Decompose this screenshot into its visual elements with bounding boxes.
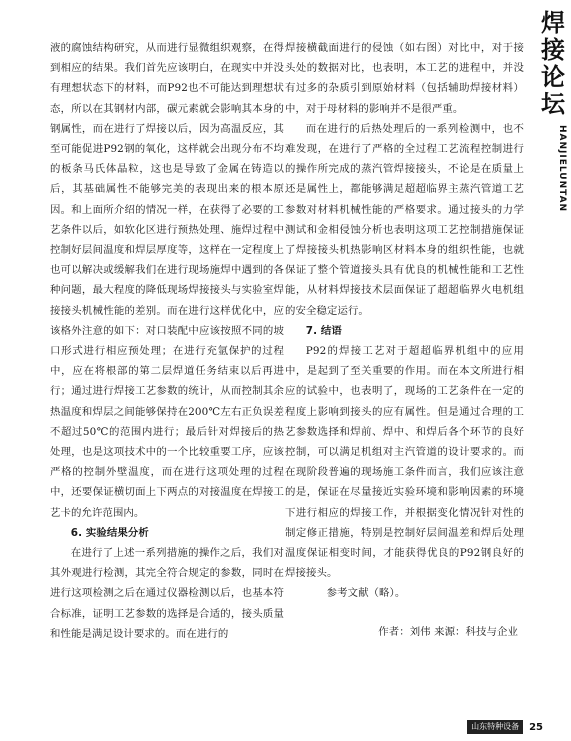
- author-source: 作者：刘伟 来源：科技与企业: [378, 625, 518, 638]
- section-sidebar: [533, 9, 571, 213]
- page-number: 25: [529, 721, 543, 733]
- body-paragraph: 焊接横截面进行的侵蚀（如右图）对比中，对于接头处的数据对比，也表明，本工艺的进程中，并没有过多的杂质引到原始材料（包括辅助焊接材料）中，对于母材料的影响并不是很严重。: [285, 42, 524, 115]
- body-paragraph: 而在进行的后热处理后的一系列检测中，也不难发现，在进行了严格的全过程工艺流程控制进行的操作所完成的蒸汽管焊接接头，不论是在质量上还是属性上，都能够满足超超临界主蒸汽管道工艺参数对材料机械性能的严格要求。通过接头的力学测试和金相侵蚀分析也表明这项工艺控制措施保证了焊接接头机热影响区材料本身的组织性能，也就保证了整个管道接头具有优良的机械性能和工艺性能，从材料焊接技术层面保证了超超临界火电机组的安全稳定运行。: [285, 122, 524, 317]
- page-footer: [467, 719, 543, 735]
- left-column: [50, 38, 284, 644]
- section-title-char: 焊: [541, 9, 565, 37]
- section-subtitle: HANJIELUNTAN: [557, 125, 567, 213]
- body-paragraph: 在进行了上述一系列措施的操作之后，我们对其外观进行检测，其完全符合规定的参数，同时在进行这项检测之后在通过仪器检测以后，也基本符合标准，证明工艺参数的选择是合适的，接头质量和性能是满足设计要求的。而在进行的: [50, 547, 284, 640]
- section-title-char: 论: [541, 63, 565, 91]
- section-title-char: 接: [541, 36, 565, 64]
- journal-name-tag: 山东特种设备: [467, 720, 523, 734]
- section-heading-7: 7. 结语: [305, 324, 342, 337]
- section-heading-6: 6. 实验结果分析: [70, 526, 149, 539]
- body-paragraph: P92的焊接工艺对于超超临界机组中的应用中，是起到了至关重要的作用。而在本文所进行相应的试验中，也表明了，现场的工艺条件在一定的程度上影响到接头的应有属性。但是通过合理的工艺参数选择和焊前、焊中、和焊后各个环节的良好控制，可以满足机组对主汽管道的设计要求的。而在现阶段普遍的现场施工条件而言，我们应该注意的是，保证在尽量接近实验环境和影响因素的环境下进行相应的焊接工作，并根据变化情况针对性的制定修正措施，特别是控制好层间温差和焊后处理温度保证相变时间，才能获得优良的P92钢良好的焊接接头。: [285, 345, 524, 580]
- right-column: [285, 38, 524, 642]
- section-title: [539, 10, 567, 118]
- body-paragraph: 液的腐蚀结构研究，从而进行显微组织观察，在得到相应的结果。我们首先应该明白，在现实中并没有理想状态下的材料，而P92也不可能达到理想状态，所以在其钢材内部，碳元素就会影响其本身的钢属性，而在进行了焊接以后，因为高温反应，其至可能促进P92钢的氧化，这样就会出现分布不均的板条马氏体晶粒，这也是导致了金属在铸造以后，其基础属性不能够完美的表现出来的根本原因。和上面所介绍的情况一样，在获得了必要的工艺条件以后，如软化区进行预热处理、施焊过程中控制好层间温度和焊层厚度等，这样在一定程度上也可以解决或缓解我们在进行现场施焊中遇到的各种问题，最大程度的降低现场焊接接头与实验室焊接接头机械性能的差别。而在进行这样优化中，应该格外注意的如下：对口装配中应该按照不同的坡口形式进行相应预处理；在进行充氩保护的过程中，应在将根部的第二层焊道任务结束以后再进行；通过进行焊接工艺参数的统计，从而控制其余热温度和焊层之间能够保持在200℃左右正负误差不超过50℃的范围内进行；最后针对焊接后的热处理，也是这项技术中的一个比较重要工序，应该严格的控制外壁温度，而在进行这项处理的过程中，还要保证横切面上下两点的对接温度在焊接工艺卡的允许范围内。: [50, 42, 284, 519]
- references-note: 参考文献（略）。: [326, 587, 406, 600]
- section-title-char: 坛: [541, 90, 565, 118]
